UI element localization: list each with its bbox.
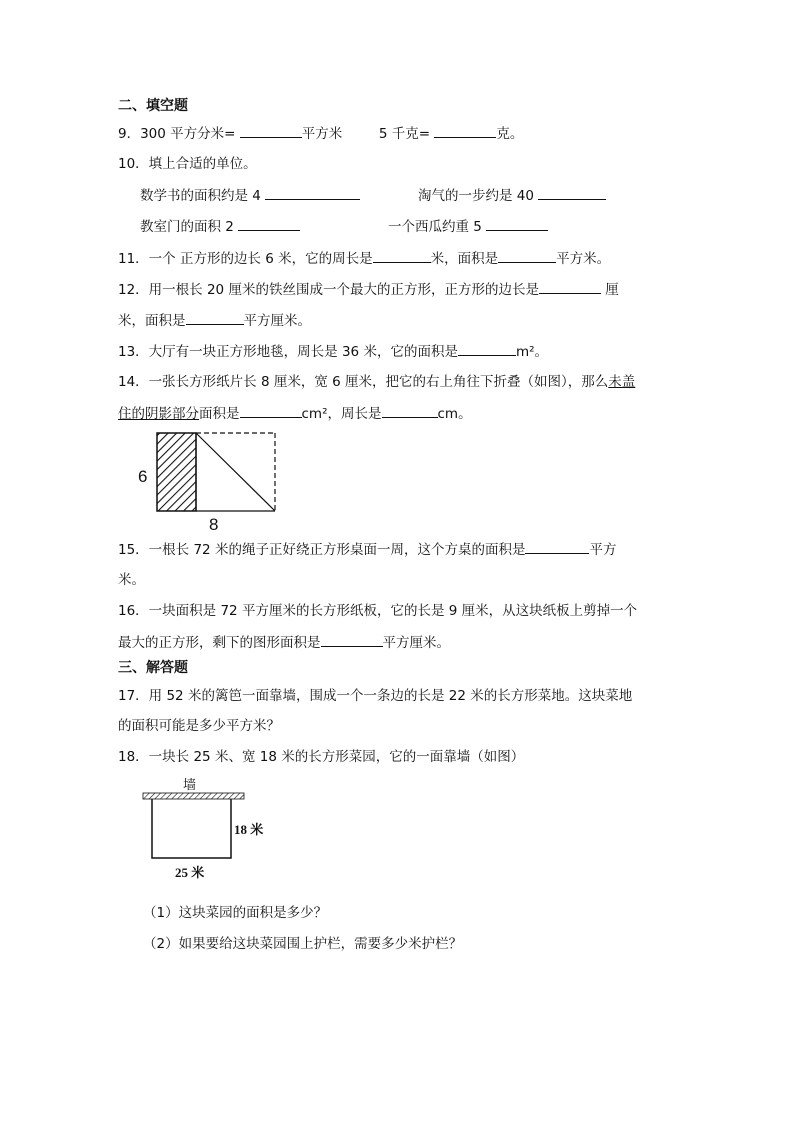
wall-label: 墙	[183, 778, 197, 793]
q10-blank-a[interactable]	[265, 185, 360, 200]
q14-underlined-1: 未盖	[608, 374, 636, 390]
q14-unit-2: cm。	[437, 406, 472, 422]
q12-line2-post: 平方厘米。	[243, 313, 311, 329]
garden-rectangle	[152, 799, 231, 858]
q13-text-pre: 13．大厅有一块正方形地毯，周长是 36 米，它的面积是	[118, 344, 458, 360]
q10-item-b	[418, 185, 606, 206]
q16-line2-post: 平方厘米。	[382, 635, 450, 651]
q15-blank[interactable]	[525, 539, 589, 554]
width-label: 8	[209, 515, 219, 534]
q10-item-c	[140, 216, 300, 237]
question-16-line2	[118, 632, 450, 653]
garden-wall-figure	[135, 773, 285, 885]
question-17-line2: 的面积可能是多少平方米？	[118, 718, 280, 734]
q9-blank-2[interactable]	[434, 123, 496, 138]
question-9	[118, 123, 523, 144]
question-18-sub1: （1）这块菜园的面积是多少？	[143, 905, 328, 921]
q9-part1: 300 平方分米=	[140, 126, 236, 142]
q10-item-b-text: 淘气的一步约是 40	[418, 188, 534, 204]
q14-line1: 14．一张长方形纸片长 8 厘米，宽 6 厘米，把它的右上角往下折叠（如图），那么	[118, 374, 609, 390]
question-11	[118, 248, 610, 269]
q11-text-post: 平方米。	[556, 251, 611, 267]
q14-blank-2[interactable]	[382, 403, 438, 418]
question-17: 17．用 52 米的篱笆一面靠墙，围成一个一条边的长是 22 米的长方形菜地。这块菜地	[118, 688, 633, 704]
q9-num: 9．	[118, 126, 141, 142]
q14-underlined-2: 住的阴影部分	[118, 406, 199, 422]
q14-line2-mid: 面积是	[199, 406, 240, 422]
diagonal-line	[196, 433, 275, 511]
question-13	[118, 341, 548, 362]
q11-text-mid: 米，面积是	[430, 251, 499, 267]
question-10: 10．填上合适的单位。	[118, 156, 257, 172]
fold-rectangle-figure	[130, 428, 290, 534]
q11-blank-2[interactable]	[498, 248, 556, 263]
question-14-line2	[118, 403, 472, 424]
question-15	[118, 539, 616, 560]
section-heading-solve: 三、解答题	[118, 660, 188, 676]
q11-blank-1[interactable]	[373, 248, 431, 263]
q14-blank-1[interactable]	[240, 403, 302, 418]
q10-blank-d[interactable]	[486, 216, 548, 231]
question-14	[118, 372, 635, 392]
q12-blank-2[interactable]	[186, 310, 244, 325]
q9-blank-1[interactable]	[240, 123, 302, 138]
q16-blank[interactable]	[321, 632, 383, 647]
q9-part2: 5 千克=	[378, 126, 431, 142]
q10-item-c-text: 教室门的面积 2	[140, 219, 234, 235]
q9-unit2: 克。	[496, 126, 524, 142]
q10-item-d	[388, 216, 548, 237]
q15-text-pre: 15．一根长 72 米的绳子正好绕正方形桌面一周，这个方桌的面积是	[118, 542, 526, 558]
q12-blank-1[interactable]	[539, 279, 601, 294]
bottom-length-label: 25 米	[175, 865, 205, 880]
q10-blank-b[interactable]	[538, 185, 606, 200]
q9-unit1: 平方米	[301, 126, 343, 142]
q10-item-d-text: 一个西瓜约重 5	[388, 219, 482, 235]
q13-text-post: m²。	[515, 344, 549, 360]
question-15-line2: 米。	[118, 572, 145, 588]
q14-unit-1: cm²，周长是	[301, 406, 382, 422]
side-length-label: 18 米	[234, 822, 264, 837]
q15-text-post: 平方	[589, 542, 617, 558]
height-label: 6	[138, 467, 148, 486]
wall	[143, 793, 244, 799]
q12-text-post: 厘	[605, 282, 619, 298]
q10-blank-c[interactable]	[238, 216, 300, 231]
shaded-region	[157, 433, 196, 511]
q12-line2-pre: 米，面积是	[118, 313, 186, 329]
question-12-line2	[118, 310, 311, 331]
q11-text-pre: 11．一个 正方形的边长 6 米，它的周长是	[118, 251, 373, 267]
q12-text-pre: 12．用一根长 20 厘米的铁丝围成一个最大的正方形，正方形的边长是	[118, 282, 539, 298]
question-18: 18．一块长 25 米、宽 18 米的长方形菜园，它的一面靠墙（如图）	[118, 749, 525, 765]
question-12	[118, 279, 619, 300]
q16-line2-pre: 最大的正方形，剩下的图形面积是	[118, 635, 321, 651]
q10-item-a-text: 数学书的面积约是 4	[140, 188, 261, 204]
question-16: 16．一块面积是 72 平方厘米的长方形纸板，它的长是 9 厘米，从这块纸板上剪掉一个	[118, 603, 638, 619]
q10-item-a	[140, 185, 360, 206]
question-18-sub2: （2）如果要给这块菜园围上护栏，需要多少米护栏？	[143, 936, 463, 952]
section-heading-fill-blank: 二、填空题	[118, 98, 188, 114]
q13-blank[interactable]	[458, 341, 516, 356]
